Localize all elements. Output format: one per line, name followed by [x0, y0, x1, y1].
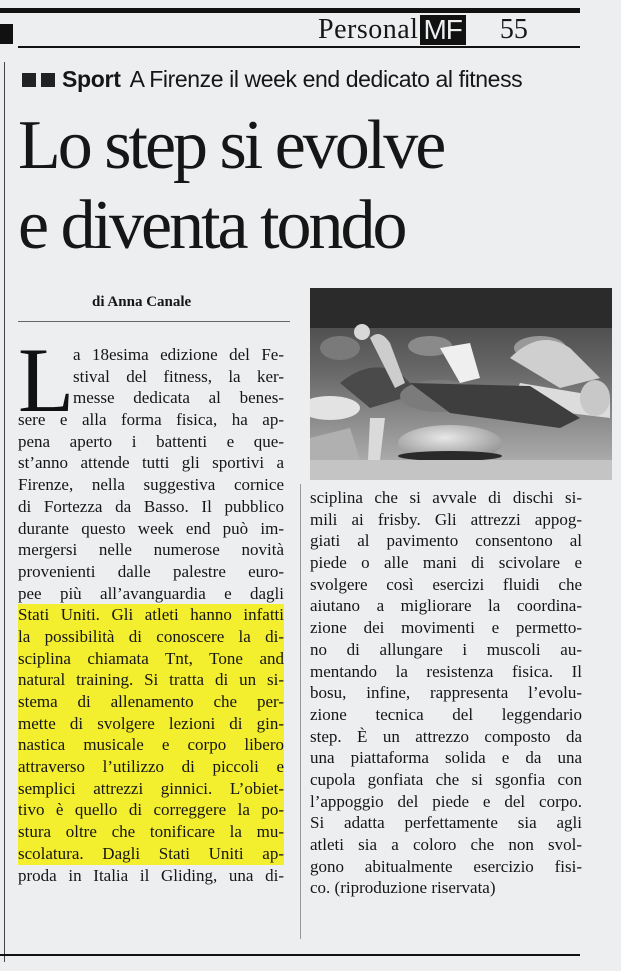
text-line: proda in Italia il Gliding, una di-	[18, 865, 284, 885]
text-line: a 18esima edizione del Fe-	[73, 345, 284, 364]
bottom-rule	[0, 954, 580, 956]
top-rule	[0, 8, 580, 13]
highlighted-text-line: la possibilità di conoscere la di-	[18, 626, 284, 646]
photo-illustration	[310, 288, 612, 480]
left-margin-rule	[4, 62, 5, 962]
text-line: atleti sia a coloro che non svol-	[310, 835, 582, 854]
column-rule	[300, 484, 301, 939]
headline-line-2: e diventa tondo	[18, 187, 405, 264]
text-line: co. (riproduzione riservata)	[310, 878, 496, 898]
article-column-2	[310, 487, 582, 899]
article-photo	[310, 288, 612, 480]
text-line: Firenze, nella suggestiva cornice	[18, 475, 284, 495]
highlighted-text-line: stura oltre che tonificare la mu-	[18, 822, 284, 842]
text-line: mili ai frisby. Gli attrezzi appog-	[310, 509, 582, 529]
highlighted-text-line: mette di svolgere lezioni di gin-	[18, 713, 284, 733]
text-line: durante questo week end può im-	[18, 518, 284, 538]
text-line: pee più all’avanguardia e dagli	[18, 583, 284, 603]
highlighted-text-line: tivo è quello di correggere la po-	[18, 800, 284, 820]
text-line: mergersi nelle numerose novità	[18, 540, 284, 560]
text-line: bosu, infine, rappresenta l’evolu-	[310, 683, 582, 703]
text-line: aiutano a migliorare la coordina-	[310, 596, 582, 616]
article-column-1	[18, 329, 284, 886]
byline-rule	[18, 321, 290, 322]
highlighted-text-line: scolatura. Dagli Stati Uniti ap-	[18, 843, 284, 863]
highlighted-text-line: nastica musicale e corpo libero	[18, 735, 284, 755]
header-rule	[18, 46, 580, 48]
highlighted-text-line: sciplina chiamata Tnt, Tone and	[18, 648, 284, 668]
text-line: una piattaforma solida e da una	[310, 748, 582, 768]
kicker-square-icon	[22, 73, 36, 87]
text-line: piede o alle mani di scivolare e	[310, 553, 582, 573]
byline: di Anna Canale	[92, 294, 192, 310]
kicker-text: A Firenze il week end dedicato al fitness	[129, 66, 523, 92]
highlighted-text-line: Stati Uniti. Gli atleti hanno infatti	[18, 605, 284, 625]
kicker-square-icon	[41, 73, 55, 87]
text-line: svolgere così esercizi fluidi che	[310, 574, 582, 594]
text-line: step. È un attrezzo composto da	[310, 726, 582, 746]
text-line: no di allungare i muscoli au-	[310, 639, 582, 659]
text-line: st’anno attende tutti gli sportivi a	[18, 453, 284, 473]
text-line: messe dedicata al benes-	[73, 388, 284, 408]
masthead-section: Personal	[318, 14, 419, 45]
headline	[18, 106, 443, 266]
text-line: pena aperto i battenti e que-	[18, 431, 284, 451]
text-line: stival del fitness, la ker-	[73, 366, 284, 386]
drop-cap: L	[18, 329, 75, 431]
text-line: provenienti dalle palestre euro-	[18, 561, 284, 581]
text-line: gono abitualmente esercizio fisi-	[310, 856, 582, 876]
highlighted-text-line: natural training. Si tratta di un si-	[18, 670, 284, 690]
text-line: zione dei movimenti e permetto-	[310, 618, 582, 638]
highlighted-text-line: semplici attrezzi ginnici. L’obiet-	[18, 778, 284, 798]
corner-block	[0, 24, 13, 44]
kicker-section: Sport	[62, 66, 121, 92]
highlighted-text-line: attraverso l’utilizzo di piccoli e	[18, 757, 284, 777]
text-line: cupola gonfiata che si sgonfia con	[310, 769, 582, 789]
masthead	[318, 14, 528, 46]
highlighted-text-line: stema di allenamento che per-	[18, 692, 284, 711]
text-line: l’appoggio del piede e del corpo.	[310, 791, 582, 811]
text-line: zione tecnica del leggendario	[310, 704, 582, 724]
headline-line-1: Lo step si evolve	[18, 107, 444, 184]
text-line: di Fortezza da Basso. Il pubblico	[18, 496, 284, 516]
text-line: sere e alla forma fisica, ha ap-	[18, 410, 284, 430]
text-line: giati al pavimento consentono al	[310, 531, 582, 551]
page-number: 55	[499, 14, 528, 45]
masthead-brand-logo: MF	[420, 15, 465, 45]
text-line: sciplina che si avvale di dischi si-	[310, 488, 582, 507]
kicker	[22, 66, 522, 93]
text-line: Si adatta perfettamente sia agli	[310, 813, 582, 833]
text-line: mentando la resistenza fisica. Il	[310, 661, 582, 681]
